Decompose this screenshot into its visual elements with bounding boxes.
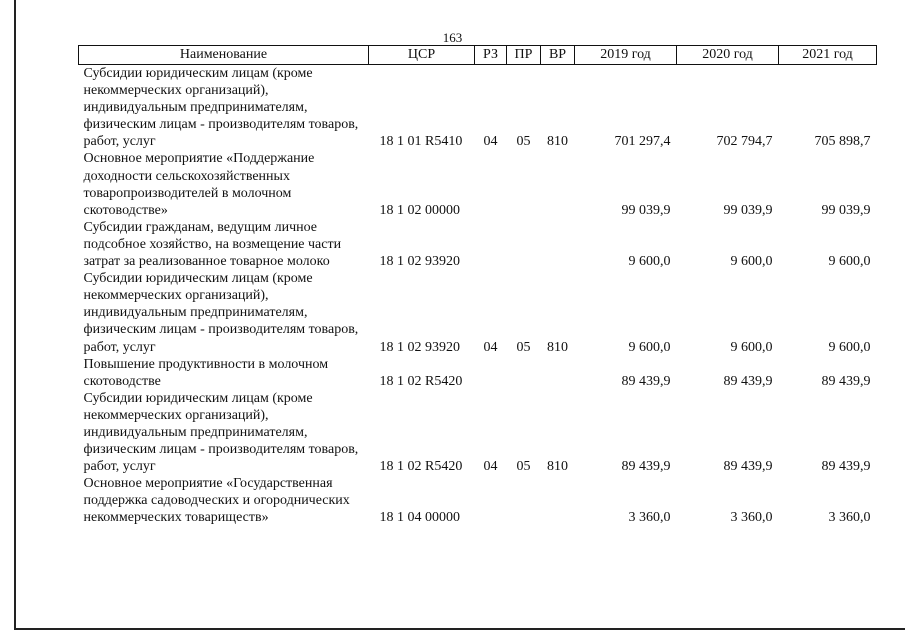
row-rz: 04 — [483, 134, 498, 150]
row-2020: 9 600,0 — [730, 339, 773, 355]
row-2019: 99 039,9 — [621, 202, 671, 218]
row-2019: 89 439,9 — [621, 373, 671, 389]
row-vr — [541, 475, 575, 526]
scan-bottom-edge — [14, 628, 905, 630]
header-pr: ПР — [507, 46, 541, 65]
row-2019: 89 439,9 — [621, 459, 671, 475]
row-csr: 18 1 02 93920 — [379, 254, 460, 270]
table-row — [79, 270, 877, 355]
row-csr: 18 1 02 R5420 — [379, 373, 463, 389]
header-2020: 2020 год — [677, 46, 779, 65]
table-header-row — [79, 46, 877, 65]
table-row — [79, 356, 877, 390]
header-2019: 2019 год — [575, 46, 677, 65]
row-vr — [541, 356, 575, 390]
row-2021: 89 439,9 — [821, 373, 871, 389]
header-rz: РЗ — [475, 46, 507, 65]
row-2021: 9 600,0 — [828, 339, 871, 355]
row-pr — [507, 150, 541, 218]
row-pr: 05 — [516, 459, 531, 475]
row-rz: 04 — [483, 459, 498, 475]
row-vr: 810 — [547, 339, 568, 355]
row-vr — [541, 219, 575, 270]
table-row — [79, 219, 877, 270]
row-2020: 3 360,0 — [730, 510, 773, 526]
row-rz — [475, 219, 507, 270]
row-csr: 18 1 01 R5410 — [379, 134, 463, 150]
row-2019: 9 600,0 — [628, 339, 671, 355]
header-2021: 2021 год — [779, 46, 877, 65]
row-csr: 18 1 02 R5420 — [379, 459, 463, 475]
row-csr: 18 1 04 00000 — [379, 510, 460, 526]
row-2020: 9 600,0 — [730, 254, 773, 270]
row-csr: 18 1 02 00000 — [379, 202, 460, 218]
row-pr — [507, 219, 541, 270]
scan-left-edge — [14, 0, 16, 630]
row-2019: 9 600,0 — [628, 254, 671, 270]
row-2021: 9 600,0 — [828, 254, 871, 270]
table-row — [79, 475, 877, 526]
page-number: 163 — [442, 30, 463, 45]
header-vr: ВР — [541, 46, 575, 65]
row-2021: 3 360,0 — [828, 510, 871, 526]
row-vr — [541, 150, 575, 218]
row-rz: 04 — [483, 339, 498, 355]
table-row — [79, 390, 877, 475]
row-2021: 99 039,9 — [821, 202, 871, 218]
row-2020: 89 439,9 — [723, 373, 773, 389]
row-pr — [507, 356, 541, 390]
row-pr: 05 — [516, 339, 531, 355]
budget-table — [78, 45, 877, 527]
row-name: Субсидии юридическим лицам (кроме некоммерческих организаций), индивидуальным предпринимателям, физическим лицам - производителям товаров, работ, услуг — [83, 390, 359, 475]
row-name: Субсидии гражданам, ведущим личное подсобное хозяйство, на возмещение части затрат за реализованное товарное молоко — [83, 219, 342, 270]
row-2020: 89 439,9 — [723, 459, 773, 475]
row-rz — [475, 475, 507, 526]
header-csr: ЦСР — [369, 46, 475, 65]
row-2019: 3 360,0 — [628, 510, 671, 526]
row-name: Основное мероприятие «Государственная поддержка садоводческих и огороднических некоммерческих товариществ» — [83, 476, 350, 526]
row-2021: 705 898,7 — [814, 134, 871, 150]
row-name: Основное мероприятие «Поддержание доходности сельскохозяйственных товаропроизводителей в молочном скотоводстве» — [83, 151, 315, 218]
row-csr: 18 1 02 93920 — [379, 339, 460, 355]
row-name: Субсидии юридическим лицам (кроме некоммерческих организаций), индивидуальным предпринимателям, физическим лицам - производителям товаров, работ, услуг — [83, 66, 359, 150]
row-2020: 99 039,9 — [723, 202, 773, 218]
row-pr — [507, 475, 541, 526]
row-vr: 810 — [547, 459, 568, 475]
table-row — [79, 150, 877, 218]
row-2021: 89 439,9 — [821, 459, 871, 475]
row-rz — [475, 356, 507, 390]
row-name: Субсидии юридическим лицам (кроме некоммерческих организаций), индивидуальным предпринимателям, физическим лицам - производителям товаров, работ, услуг — [83, 271, 359, 355]
row-pr: 05 — [516, 134, 531, 150]
table-row — [79, 65, 877, 151]
row-2019: 701 297,4 — [614, 134, 671, 150]
row-rz — [475, 150, 507, 218]
row-vr: 810 — [547, 134, 568, 150]
row-name: Повышение продуктивности в молочном скотоводстве — [83, 356, 329, 389]
header-name: Наименование — [79, 46, 369, 65]
row-2020: 702 794,7 — [716, 134, 773, 150]
